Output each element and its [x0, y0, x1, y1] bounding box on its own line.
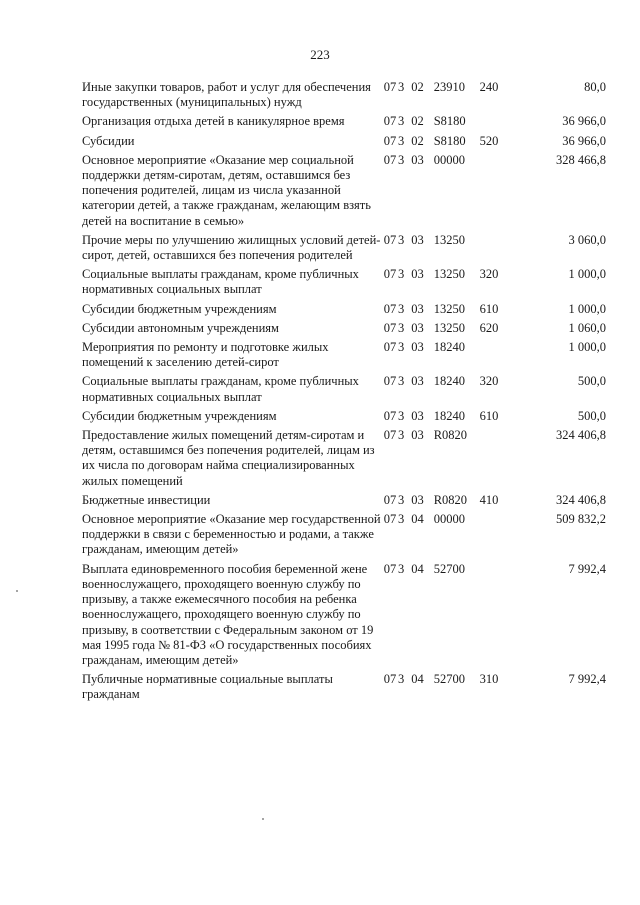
row-section-code: 07 [383, 267, 397, 282]
table-row [82, 302, 606, 321]
page-number: 223 [310, 47, 330, 62]
row-direction-code: R0820 [433, 492, 468, 507]
row-subprogram-code: 03 [411, 232, 424, 247]
row-section-code: 07 [383, 492, 397, 507]
row-subprogram-code: 03 [411, 428, 424, 443]
row-direction-code: 13250 [433, 232, 465, 247]
table-row [82, 153, 606, 233]
row-subprogram-code: 02 [411, 133, 424, 148]
row-amount: 500,0 [577, 408, 606, 423]
row-amount: 328 466,8 [556, 152, 606, 167]
row-amount: 324 406,8 [556, 428, 606, 443]
row-expense-type-code [480, 512, 517, 562]
row-section-code: 07 [383, 374, 397, 389]
row-program-code: 3 [398, 232, 405, 247]
row-amount: 3 060,0 [568, 232, 606, 247]
row-name: Иные закупки товаров, работ и услуг для обеспечения государственных (муниципальных) нужд [82, 80, 371, 110]
table-row [82, 428, 606, 493]
row-expense-type-code: 620 [479, 320, 499, 335]
row-section-code: 07 [383, 561, 397, 576]
row-section-code: 07 [383, 408, 397, 423]
row-direction-code: 13250 [433, 267, 465, 282]
row-expense-type-code: 240 [479, 80, 499, 94]
row-amount: 324 406,8 [556, 492, 606, 507]
row-name: Выплата единовременного пособия беременной жене военнослужащего, проходящего военную службу по призыву, а также ежемесячного пособия на ребенка военнослужащего, проходящего военную службу по призыву, в соответствии с Федеральным законом от 19 мая 1995 года № 81-ФЗ «О государственных пособиях гражданам, имеющим детей» [82, 561, 374, 667]
row-subprogram-code: 03 [411, 320, 424, 335]
row-section-code: 07 [383, 301, 397, 316]
row-subprogram-code: 04 [411, 672, 424, 687]
row-name: Прочие меры по улучшению жилищных условий детей-сирот, детей, оставшихся без попечения родителей [82, 232, 381, 263]
row-subprogram-code: 03 [411, 340, 424, 355]
row-program-code: 3 [398, 672, 405, 687]
row-name: Социальные выплаты гражданам, кроме публичных нормативных социальных выплат [82, 267, 359, 297]
row-name: Мероприятия по ремонту и подготовке жилых помещений к заселению детей-сирот [82, 340, 329, 370]
row-expense-type-code [480, 428, 517, 493]
scan-speck [16, 590, 18, 592]
row-expense-type-code: 320 [479, 374, 499, 389]
row-subprogram-code: 03 [411, 152, 424, 167]
row-section-code: 07 [383, 133, 397, 148]
row-subprogram-code: 03 [411, 408, 424, 423]
row-name: Субсидии автономным учреждениям [82, 320, 279, 335]
budget-table [82, 80, 606, 707]
row-direction-code: 52700 [433, 672, 465, 687]
row-name: Организация отдыха детей в каникулярное время [82, 114, 345, 129]
row-section-code: 07 [383, 232, 397, 247]
row-direction-code: 13250 [433, 301, 465, 316]
row-section-code: 07 [383, 320, 397, 335]
row-amount: 36 966,0 [562, 133, 606, 148]
row-direction-code: 00000 [433, 152, 465, 167]
table-row [82, 267, 606, 301]
table-row [82, 233, 606, 267]
table-row [82, 409, 606, 428]
table-row [82, 374, 606, 408]
row-direction-code: 13250 [433, 320, 465, 335]
row-direction-code: R0820 [433, 428, 468, 443]
row-program-code: 3 [398, 561, 405, 576]
row-program-code: 3 [398, 512, 405, 527]
scan-speck [262, 818, 264, 820]
row-amount: 500,0 [577, 374, 606, 389]
row-direction-code: 18240 [433, 340, 465, 355]
row-expense-type-code: 320 [479, 267, 499, 282]
row-section-code: 07 [383, 80, 397, 94]
row-amount: 1 000,0 [568, 340, 606, 355]
row-expense-type-code [480, 233, 517, 267]
row-program-code: 3 [398, 267, 405, 282]
table-row [82, 493, 606, 512]
row-expense-type-code [480, 114, 517, 133]
row-section-code: 07 [383, 114, 397, 129]
row-amount: 80,0 [584, 80, 606, 94]
row-subprogram-code: 02 [411, 80, 424, 94]
row-section-code: 07 [383, 512, 397, 527]
row-name: Субсидии бюджетным учреждениям [82, 408, 277, 423]
row-program-code: 3 [398, 408, 405, 423]
table-row [82, 672, 606, 706]
row-amount: 7 992,4 [568, 561, 606, 576]
row-amount: 1 060,0 [568, 320, 606, 335]
row-name: Публичные нормативные социальные выплаты гражданам [82, 672, 333, 702]
row-program-code: 3 [398, 114, 405, 129]
row-subprogram-code: 04 [411, 561, 424, 576]
row-name: Предоставление жилых помещений детям-сиротам и детям, оставшимся без попечения родителей, лицам из их числа по договорам найма специализированных жилых помещений [82, 428, 375, 488]
row-expense-type-code [480, 340, 517, 374]
row-direction-code: 00000 [433, 512, 465, 527]
row-direction-code: 52700 [433, 561, 465, 576]
row-expense-type-code: 610 [479, 408, 499, 423]
table-row [82, 321, 606, 340]
row-amount: 509 832,2 [556, 512, 606, 527]
row-subprogram-code: 03 [411, 374, 424, 389]
row-section-code: 07 [383, 428, 397, 443]
row-expense-type-code: 520 [479, 133, 499, 148]
row-amount: 1 000,0 [568, 267, 606, 282]
row-section-code: 07 [383, 152, 397, 167]
row-program-code: 3 [398, 374, 405, 389]
row-section-code: 07 [383, 672, 397, 687]
row-expense-type-code: 410 [479, 492, 499, 507]
table-row [82, 134, 606, 153]
row-direction-code: 18240 [433, 374, 465, 389]
row-name: Субсидии бюджетным учреждениям [82, 301, 277, 316]
row-expense-type-code: 610 [479, 301, 499, 316]
row-direction-code: 18240 [433, 408, 465, 423]
row-name: Основное мероприятие «Оказание мер государственной поддержки в связи с беременностью и родами, а также гражданам, имеющим детей» [82, 512, 381, 557]
table-row [82, 562, 606, 672]
row-program-code: 3 [398, 492, 405, 507]
row-subprogram-code: 03 [411, 492, 424, 507]
table-row [82, 114, 606, 133]
row-program-code: 3 [398, 133, 405, 148]
row-program-code: 3 [398, 320, 405, 335]
row-amount: 7 992,4 [568, 672, 606, 687]
row-amount: 1 000,0 [568, 301, 606, 316]
row-subprogram-code: 03 [411, 267, 424, 282]
row-expense-type-code [480, 562, 517, 672]
row-direction-code: S8180 [433, 114, 466, 129]
table-row [82, 340, 606, 374]
row-direction-code: 23910 [433, 80, 465, 94]
row-name: Бюджетные инвестиции [82, 492, 211, 507]
row-subprogram-code: 02 [411, 114, 424, 129]
table-row [82, 512, 606, 562]
row-program-code: 3 [398, 80, 405, 94]
table-row [82, 80, 606, 114]
row-subprogram-code: 03 [411, 301, 424, 316]
row-name: Субсидии [82, 133, 135, 148]
row-expense-type-code: 310 [479, 672, 499, 687]
row-subprogram-code: 04 [411, 512, 424, 527]
row-program-code: 3 [398, 301, 405, 316]
row-expense-type-code [480, 153, 517, 233]
row-program-code: 3 [398, 428, 405, 443]
row-section-code: 07 [383, 340, 397, 355]
row-amount: 36 966,0 [562, 114, 606, 129]
table-body [82, 80, 606, 707]
row-name: Основное мероприятие «Оказание мер социальной поддержки детям-сиротам, детям, оставшимся без попечения родителей, лицам из числа указанной категории детей, а также гражданам, желающим взять детей на воспитание в семью» [82, 152, 371, 228]
row-direction-code: S8180 [433, 133, 466, 148]
row-program-code: 3 [398, 152, 405, 167]
row-name: Социальные выплаты гражданам, кроме публичных нормативных социальных выплат [82, 374, 359, 404]
row-program-code: 3 [398, 340, 405, 355]
